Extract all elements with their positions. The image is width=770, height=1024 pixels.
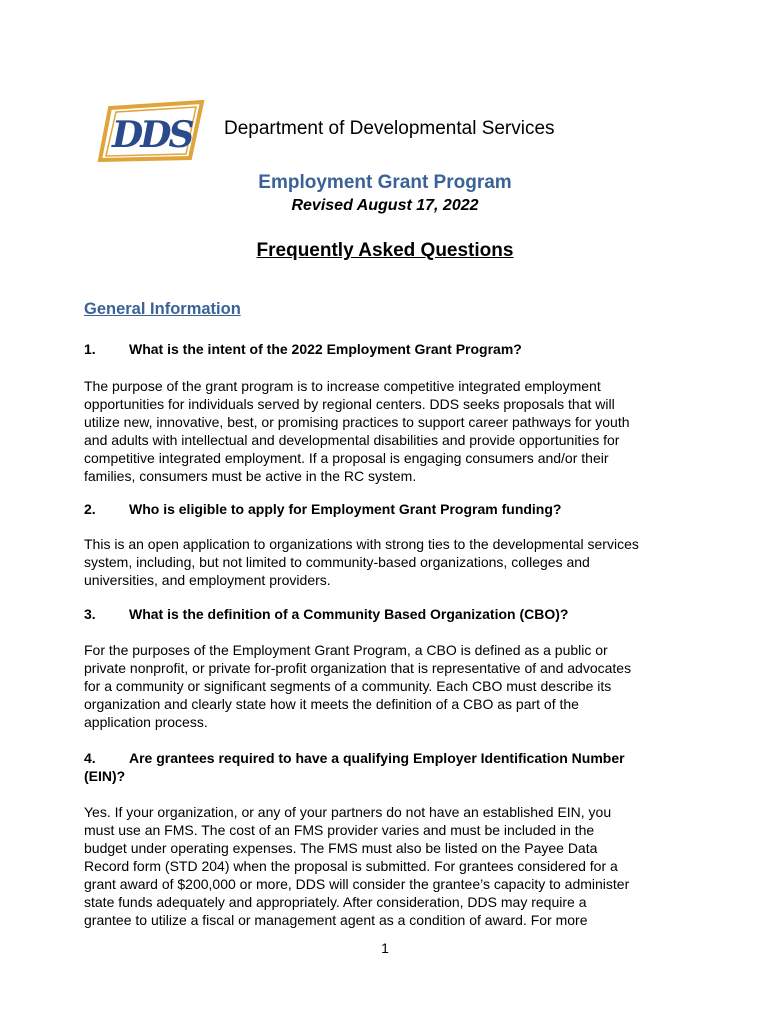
- question-1: [84, 340, 684, 358]
- question-text-continued: (EIN)?: [84, 768, 126, 784]
- question-number: 1.: [84, 341, 96, 357]
- answer-line: opportunities for individuals served by regional centers. DDS seeks proposals that will: [84, 396, 615, 412]
- question-number: 4.: [84, 750, 96, 766]
- answer-line: utilize new, innovative, best, or promising practices to support career pathways for youth: [84, 414, 630, 430]
- faq-title: Frequently Asked Questions: [256, 240, 514, 261]
- answer-line: must use an FMS. The cost of an FMS provider varies and must be included in the: [84, 822, 595, 838]
- answer-line: universities, and employment providers.: [84, 572, 331, 588]
- answer-line: for a community or significant segments of a community. Each CBO must describe its: [84, 678, 612, 694]
- question-2: [84, 500, 684, 518]
- answer-line: grantee to utilize a fiscal or management agent as a condition of award. For more: [84, 912, 588, 928]
- answer-line: Record form (STD 204) when the proposal is submitted. For grantees considered for a: [84, 858, 618, 874]
- question-text: Who is eligible to apply for Employment Grant Program funding?: [129, 501, 562, 517]
- program-title: Employment Grant Program: [258, 172, 512, 193]
- dds-logo: [96, 100, 208, 162]
- answer-3: [84, 641, 690, 731]
- page-number: 1: [381, 940, 389, 956]
- answer-line: competitive integrated employment. If a proposal is engaging consumers and/or their: [84, 450, 609, 466]
- answer-line: families, consumers must be active in the RC system.: [84, 468, 417, 484]
- question-4: [84, 749, 684, 785]
- section-heading: General Information: [84, 300, 241, 318]
- answer-line: private nonprofit, or private for-profit organization that is representative of and advocates: [84, 660, 632, 676]
- answer-4: [84, 803, 690, 929]
- department-name: Department of Developmental Services: [224, 118, 555, 139]
- answer-2: [84, 535, 690, 589]
- logo-text: DDS: [112, 114, 192, 156]
- question-text: What is the intent of the 2022 Employment Grant Program?: [129, 341, 522, 357]
- answer-line: The purpose of the grant program is to increase competitive integrated employment: [84, 378, 601, 394]
- question-text: What is the definition of a Community Based Organization (CBO)?: [129, 606, 569, 622]
- answer-line: organization and clearly state how it meets the definition of a CBO as part of the: [84, 696, 579, 712]
- answer-line: application process.: [84, 714, 208, 730]
- question-3: [84, 605, 684, 623]
- answer-line: This is an open application to organizations with strong ties to the developmental services: [84, 536, 639, 552]
- question-number: 3.: [84, 606, 96, 622]
- answer-line: budget under operating expenses. The FMS must also be listed on the Payee Data: [84, 840, 598, 856]
- answer-line: For the purposes of the Employment Grant Program, a CBO is defined as a public or: [84, 642, 608, 658]
- answer-line: grant award of $200,000 or more, DDS will consider the grantee’s capacity to administer: [84, 876, 630, 892]
- answer-1: [84, 377, 690, 485]
- answer-line: system, including, but not limited to community-based organizations, colleges and: [84, 554, 590, 570]
- question-number: 2.: [84, 501, 96, 517]
- answer-line: state funds adequately and appropriately. After consideration, DDS may require a: [84, 894, 587, 910]
- answer-line: Yes. If your organization, or any of your partners do not have an established EIN, you: [84, 804, 612, 820]
- revised-date: Revised August 17, 2022: [291, 197, 479, 214]
- question-text: Are grantees required to have a qualifying Employer Identification Number: [129, 750, 625, 766]
- answer-line: and adults with intellectual and developmental disabilities and provide opportunities for: [84, 432, 620, 448]
